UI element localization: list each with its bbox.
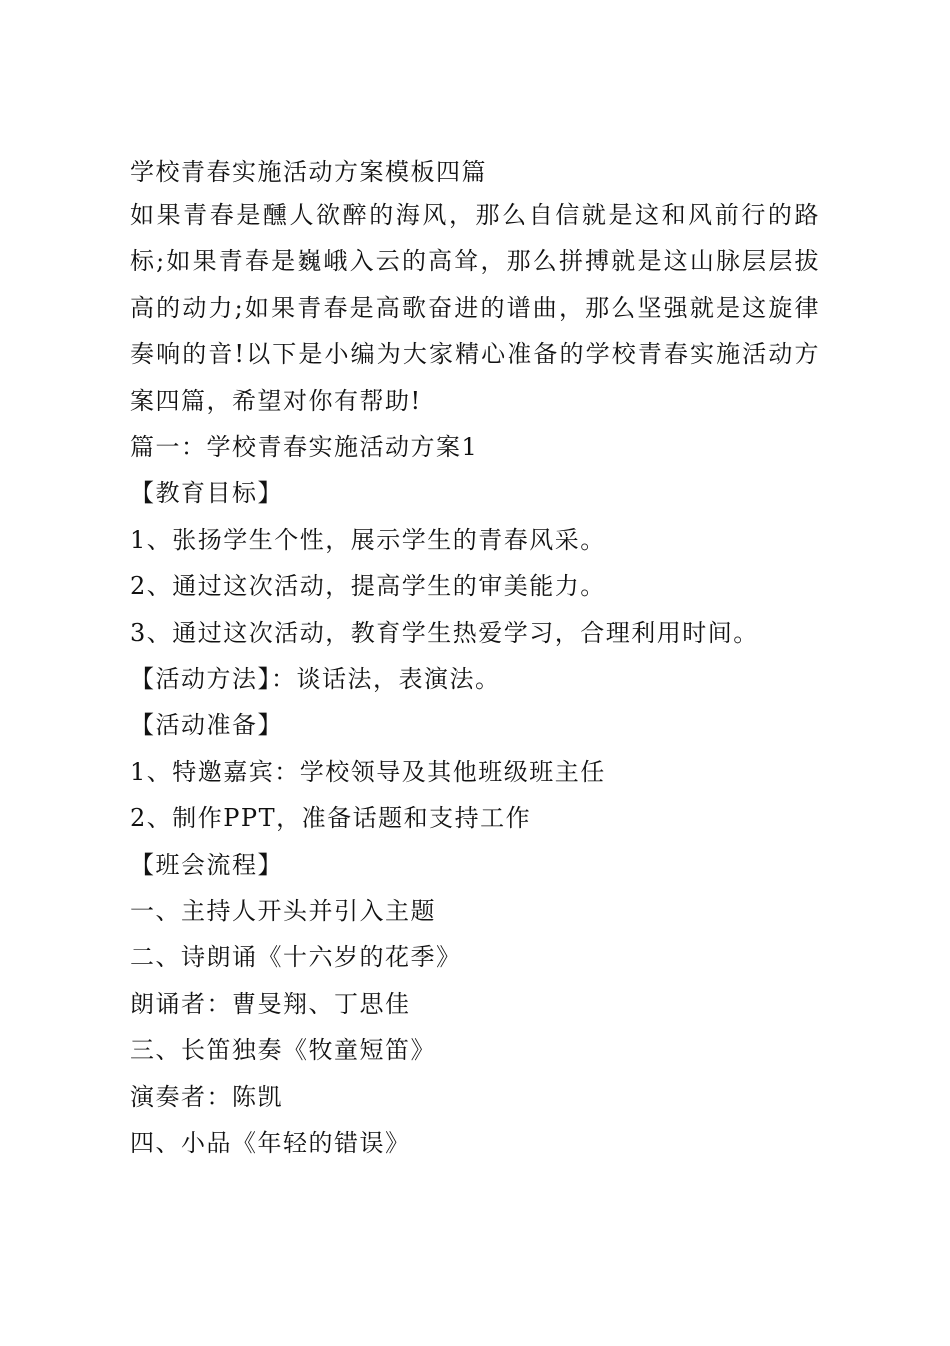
goal-item-3: 3、通过这次活动，教育学生热爱学习，合理利用时间。 <box>130 618 759 647</box>
performers-step-2: 朗诵者：曹旻翔、丁思佳 <box>130 989 411 1018</box>
preparation-item-1: 1、特邀嘉宾：学校领导及其他班级班主任 <box>130 757 606 786</box>
document-title: 学校青春实施活动方案模板四篇 <box>130 158 487 186</box>
process-step-2: 二、诗朗诵《十六岁的花季》 <box>130 943 462 972</box>
performers-step-3: 演奏者：陈凯 <box>130 1082 283 1111</box>
document-body <box>130 152 820 1166</box>
heading-education-goals: 【教育目标】 <box>130 479 283 508</box>
activity-methods: 【活动方法】：谈话法，表演法。 <box>130 664 501 693</box>
preparation-item-2: 2、制作PPT，准备话题和支持工作 <box>130 804 532 833</box>
goal-item-1: 1、张扬学生个性，展示学生的青春风采。 <box>130 525 606 554</box>
heading-meeting-process: 【班会流程】 <box>130 850 283 879</box>
process-step-3: 三、长笛独奏《牧童短笛》 <box>130 1036 436 1065</box>
process-step-1: 一、主持人开头并引入主题 <box>130 896 436 925</box>
section-heading-part-one: 篇一：学校青春实施活动方案1 <box>130 433 479 462</box>
goal-item-2: 2、通过这次活动，提高学生的审美能力。 <box>130 572 606 601</box>
intro-paragraph: 如果青春是醺人欲醉的海风，那么自信就是这和风前行的路标;如果青春是巍峨入云的高耸，那么拼搏就是这山脉层层拔高的动力;如果青春是高歌奋进的谱曲，那么坚强就是这旋律奏响的音!以下是小编为大家精心准备的学校青春实施活动方案四篇，希望对你有帮助! <box>130 201 820 415</box>
process-step-4: 四、小品《年轻的错误》 <box>130 1128 411 1157</box>
heading-activity-preparation: 【活动准备】 <box>130 711 283 740</box>
